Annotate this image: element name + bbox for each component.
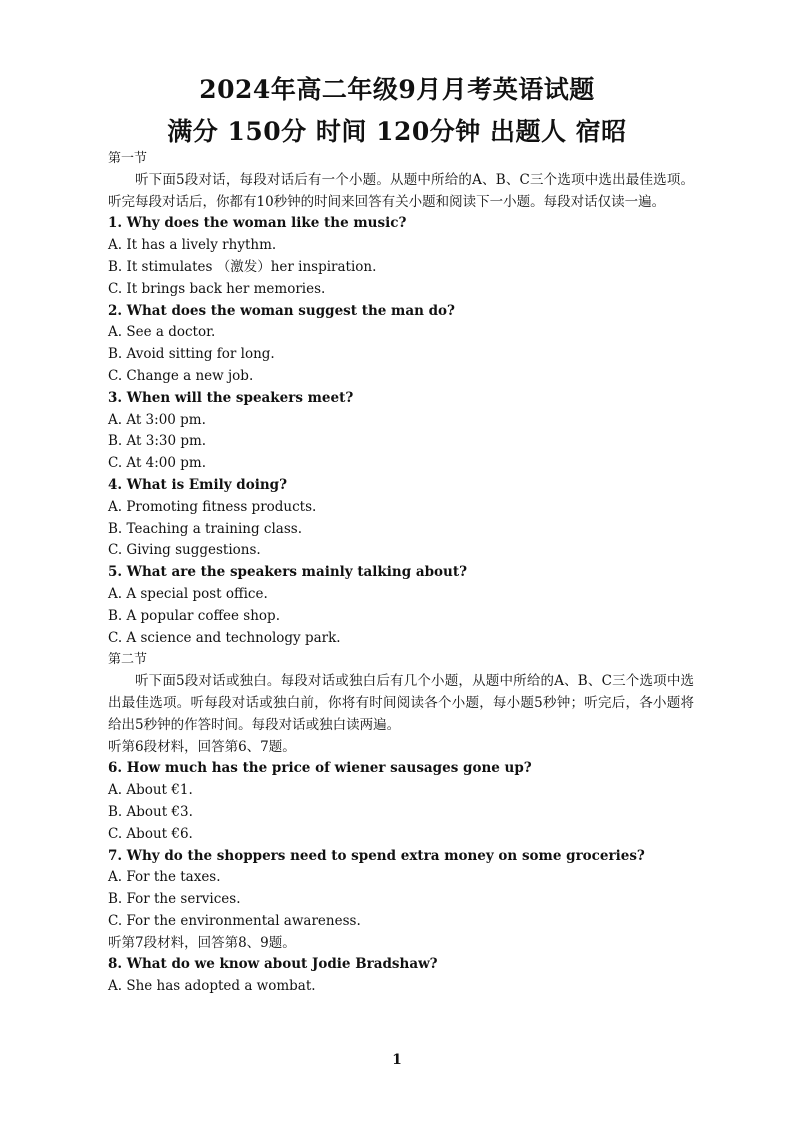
question-5: 5. What are the speakers mainly talking about?: [108, 564, 468, 581]
page-number: 1: [392, 1052, 402, 1068]
material-7-note: 听第7段材料，回答第8、9题。: [108, 934, 296, 951]
exam-content: [108, 148, 694, 998]
q7-option-c: C. For the environmental awareness.: [108, 912, 361, 929]
question-1: 1. Why does the woman like the music?: [108, 215, 407, 232]
question-6: 6. How much has the price of wiener sausages gone up?: [108, 760, 532, 777]
material-6-note: 听第6段材料，回答第6、7题。: [108, 738, 296, 755]
question-3: 3. When will the speakers meet?: [108, 389, 354, 406]
q5-option-a: A. A special post office.: [108, 585, 268, 602]
q3-option-a: A. At 3:00 pm.: [108, 411, 206, 428]
exam-subtitle: 满分 150分 时间 120分钟 出题人 宿昭: [167, 117, 627, 146]
q1-option-b: B. It stimulates （激发）her inspiration.: [108, 258, 377, 275]
q7-option-a: A. For the taxes.: [108, 869, 221, 886]
q4-option-c: C. Giving suggestions.: [108, 542, 261, 559]
section2-instructions: 听下面5段对话或独白。每段对话或独白后有几个小题，从题中所给的A、B、C三个选项中选出最佳选项。听每段对话或独白前，你将有时间阅读各个小题，每小题5秒钟；听完后，各小题将给出5秒钟的作答时间。每段对话或独白读两遍。: [108, 673, 694, 733]
question-7: 7. Why do the shoppers need to spend extra money on some groceries?: [108, 847, 645, 864]
q6-option-a: A. About €1.: [108, 782, 193, 799]
q2-option-a: A. See a doctor.: [108, 324, 216, 341]
q6-option-b: B. About €3.: [108, 803, 193, 820]
q8-option-a: A. She has adopted a wombat.: [108, 978, 316, 995]
q4-option-b: B. Teaching a training class.: [108, 520, 302, 537]
q4-option-a: A. Promoting fitness products.: [108, 498, 317, 515]
section1-heading: 第一节: [108, 151, 148, 166]
q5-option-c: C. A science and technology park.: [108, 629, 341, 646]
q3-option-c: C. At 4:00 pm.: [108, 455, 207, 472]
q3-option-b: B. At 3:30 pm.: [108, 433, 207, 450]
q2-option-b: B. Avoid sitting for long.: [108, 346, 275, 363]
q2-option-c: C. Change a new job.: [108, 367, 254, 384]
section2-heading: 第二节: [108, 652, 148, 668]
q1-option-c: C. It brings back her memories.: [108, 280, 326, 297]
exam-title: 2024年高二年级9月月考英语试题: [199, 75, 595, 104]
q5-option-b: B. A popular coffee shop.: [108, 607, 280, 624]
question-4: 4. What is Emily doing?: [108, 476, 287, 493]
q7-option-b: B. For the services.: [108, 891, 241, 908]
q6-option-c: C. About €6.: [108, 825, 193, 842]
q1-option-a: A. It has a lively rhythm.: [108, 237, 277, 254]
question-2: 2. What does the woman suggest the man do?: [108, 302, 455, 319]
section1-instructions: 听下面5段对话，每段对话后有一个小题。从题中所给的A、B、C三个选项中选出最佳选项。听完每段对话后，你都有10秒钟的时间来回答有关小题和阅读下一小题。每段对话仅读一遍。: [108, 171, 694, 210]
question-8: 8. What do we know about Jodie Bradshaw?: [108, 956, 438, 973]
